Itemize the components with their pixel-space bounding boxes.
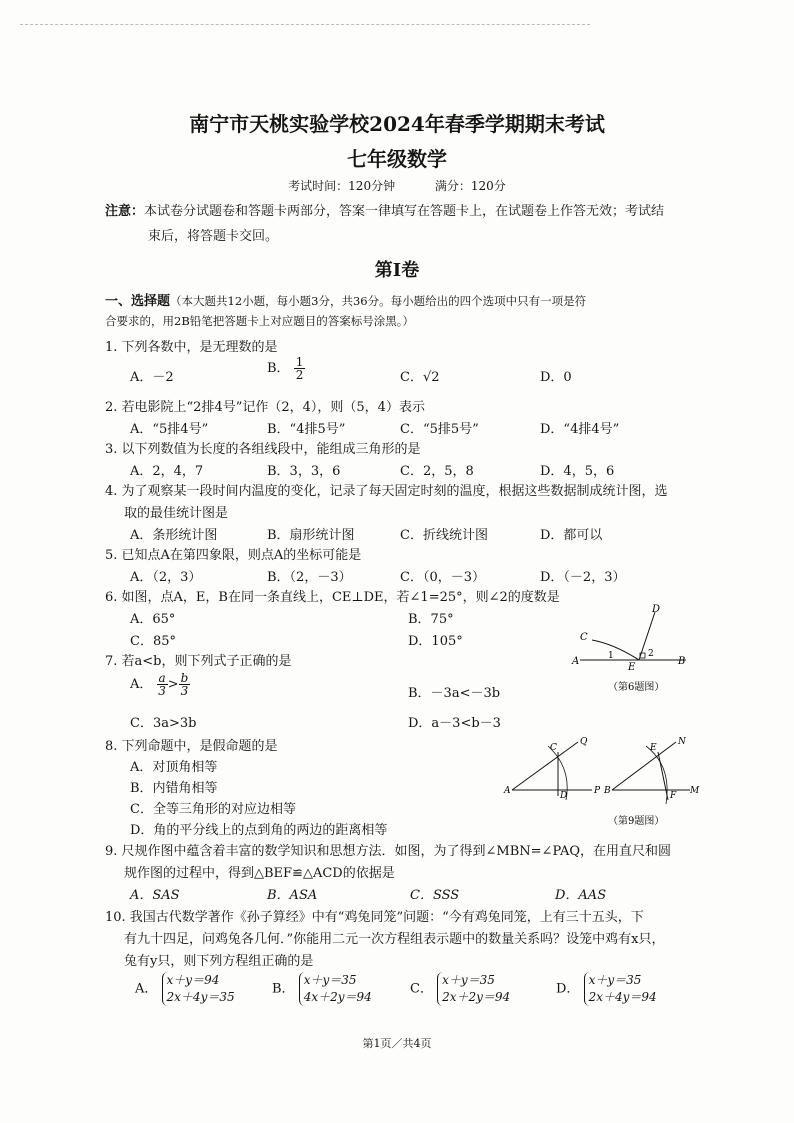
fig9-left xyxy=(503,737,601,801)
q1-option-a: A．－2 xyxy=(130,370,174,385)
q5-option-b: B．（2，－3） xyxy=(267,570,352,585)
q5-option-d: D．（－2，3） xyxy=(540,570,626,585)
fig6-label-angle2: 2 xyxy=(648,649,654,659)
q2-option-c: C．“5排5号” xyxy=(400,422,479,437)
fig9-label-d: D xyxy=(560,791,568,801)
q8-option-a: A．对顶角相等 xyxy=(130,760,218,775)
q9-option-b: B．ASA xyxy=(267,888,318,903)
fig9-right xyxy=(603,737,700,804)
exam-title: 南宁市天桃实验学校2024年春季学期期末考试 xyxy=(189,112,605,136)
fig9-label-b: B xyxy=(604,786,611,796)
q3-stem: 3. 以下列数值为长度的各组线段中，能组成三角形的是 xyxy=(105,442,421,457)
exam-meta xyxy=(0,177,794,194)
q8-stem: 8. 下列命题中，是假命题的是 xyxy=(105,739,278,754)
section-title: 第Ⅰ卷 xyxy=(374,260,420,281)
q3-option-a: A．2，4，7 xyxy=(130,464,204,479)
exam-score: 满分：120分 xyxy=(434,179,506,193)
notice-label: 注意： xyxy=(105,204,145,219)
q7-option-c: C．3a>3b xyxy=(130,716,197,731)
fig9-label-n: N xyxy=(678,737,686,747)
equation-system-a: x＋y＝94 2x＋4y＝35 xyxy=(162,972,235,1006)
equation-system-c: x＋y＝35 2x＋2y＝94 xyxy=(437,972,510,1006)
q9-option-d: D．AAS xyxy=(555,888,607,903)
q6-option-a: A．65° xyxy=(130,612,176,627)
q1-stem: 1. 下列各数中，是无理数的是 xyxy=(105,340,278,355)
q4-option-b: B．扇形统计图 xyxy=(267,528,355,543)
q10-stem-3: 兔有y只，则下列方程组正确的是 xyxy=(124,954,314,969)
q10-stem-2: 有九十四足，问鸡兔各几何．”你能用二元一次方程组表示题中的数量关系吗？设笼中鸡有x只， xyxy=(124,932,665,947)
q4-option-a: A．条形统计图 xyxy=(130,528,218,543)
exam-time: 考试时间：120分钟 xyxy=(288,179,396,193)
fig6-caption: （第6题图） xyxy=(608,682,665,693)
part-label: 一、选择题 xyxy=(105,294,171,309)
q6-option-d: D．105° xyxy=(408,634,463,649)
q7-option-d: D．a－3<b－3 xyxy=(408,716,501,731)
q10-option-b: B． x＋y＝35 4x＋2y＝94 xyxy=(272,973,372,1004)
q2-option-d: D．“4排4号” xyxy=(540,422,620,437)
fig6-ray-ec xyxy=(592,640,639,660)
equation-system-b: x＋y＝35 4x＋2y＝94 xyxy=(299,972,372,1006)
fig9-label-q: Q xyxy=(580,737,588,747)
q1-option-b: B． $\frac{1}{2}$ xyxy=(267,355,304,382)
part-header: 一、选择题（本大题共12小题，每小题3分，共36分。每小题给出的四个选项中只有一项是符 xyxy=(105,294,587,309)
fig6-label-d: D xyxy=(652,604,661,615)
q6-stem: 6. 如图，点A，E，B在同一条直线上，CE⊥DE，若∠1=25°，则∠2的度数是 xyxy=(105,590,560,605)
equation-system-d: x＋y＝35 2x＋4y＝94 xyxy=(584,972,657,1006)
q7-option-a: A． $\frac{a}{3}$ > $\frac{b}{3}$ xyxy=(130,671,189,698)
q8-option-b: B．内错角相等 xyxy=(130,781,218,796)
page-number: 第1页／共4页 xyxy=(362,1037,432,1050)
fig9-label-e: E xyxy=(650,743,657,753)
fig6-label-c: C xyxy=(580,632,588,643)
q9-stem-1: 9. 尺规作图中蕴含着丰富的数学知识和思想方法．如图，为了得到∠MBN=∠PAQ，在用直尺和圆 xyxy=(105,844,672,859)
figure-6 xyxy=(566,598,696,698)
q10-option-d: D． x＋y＝35 2x＋4y＝94 xyxy=(556,973,657,1004)
notice-line-2: 束后，将答题卡交回。 xyxy=(148,229,279,244)
notice-line-1: 注意：本试卷分试题卷和答题卡两部分，答案一律填写在答题卡上，在试题卷上作答无效；考试结 xyxy=(105,204,665,219)
q9-option-c: C．SSS xyxy=(410,888,460,903)
fig9-label-c: C xyxy=(550,743,557,753)
fig6-label-a: A xyxy=(572,656,580,667)
q3-option-d: D．4，5，6 xyxy=(540,464,615,479)
q7-option-b: B．－3a<－3b xyxy=(408,686,501,701)
q6-option-b: B．75° xyxy=(408,612,454,627)
q2-option-a: A．“5排4号” xyxy=(130,422,209,437)
q10-option-c: C． x＋y＝35 2x＋2y＝94 xyxy=(410,973,511,1004)
q5-option-c: C．（0，－3） xyxy=(400,570,485,585)
q9-option-a: A．SAS xyxy=(130,888,180,903)
q1-option-d: D．0 xyxy=(540,370,572,385)
fraction-b-over-3: $\frac{b}{3}$ xyxy=(180,671,189,698)
q4-stem-1: 4. 为了观察某一段时间内温度的变化，记录了每天固定时刻的温度，根据这些数据制成统计图，选 xyxy=(105,484,668,499)
q7-stem: 7. 若a<b，则下列式子正确的是 xyxy=(105,654,292,669)
q10-stem-1: 10. 我国古代数学著作《孙子算经》中有“鸡兔同笼”问题：“今有鸡兔同笼，上有三十五头，下 xyxy=(105,910,644,925)
fraction-a-over-3: $\frac{a}{3}$ xyxy=(158,671,166,698)
fig9-label-p: P xyxy=(594,786,601,796)
top-scan-rule xyxy=(20,24,590,25)
q4-option-d: D．都可以 xyxy=(540,528,603,543)
q1-option-c: C．√2 xyxy=(400,370,440,385)
fig6-label-angle1: 1 xyxy=(608,651,614,661)
fig9-label-f: F xyxy=(670,791,677,801)
fig6-label-e: E xyxy=(628,662,636,673)
q3-option-b: B．3，3，6 xyxy=(267,464,341,479)
q6-option-c: C．85° xyxy=(130,634,176,649)
fig9-label-a: A xyxy=(504,786,511,796)
q5-stem: 5. 已知点A在第四象限，则点A的坐标可能是 xyxy=(105,548,362,563)
q8-option-c: C．全等三角形的对应边相等 xyxy=(130,802,296,817)
q5-option-a: A．（2，3） xyxy=(130,570,202,585)
exam-subtitle: 七年级数学 xyxy=(347,147,447,171)
fig9-label-m: M xyxy=(690,786,700,796)
q3-option-c: C．2，5，8 xyxy=(400,464,474,479)
part-desc-2: 合要求的，用2B铅笔把答题卡上对应题目的答案标号涂黑。） xyxy=(105,314,415,328)
q4-stem-2: 取的最佳统计图是 xyxy=(124,506,229,521)
q2-stem: 2. 若电影院上“2排4号”记作（2，4），则（5，4）表示 xyxy=(105,400,425,415)
q8-option-d: D．角的平分线上的点到角的两边的距离相等 xyxy=(130,823,388,838)
q2-option-b: B．“4排5号” xyxy=(267,422,346,437)
fraction-half: $\frac{1}{2}$ xyxy=(295,355,304,382)
fig9-caption: （第9题图） xyxy=(608,816,665,827)
q10-option-a: A． x＋y＝94 2x＋4y＝35 xyxy=(135,973,235,1004)
q4-option-c: C．折线统计图 xyxy=(400,528,488,543)
figure-9 xyxy=(500,732,700,832)
q9-stem-2: 规作图的过程中，得到△BEF≌△ACD的依据是 xyxy=(124,866,395,881)
fig6-label-b: B xyxy=(678,656,686,667)
